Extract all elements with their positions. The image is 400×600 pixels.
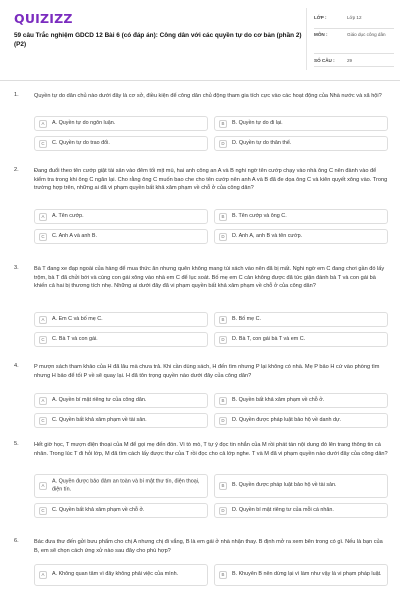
option-b[interactable] xyxy=(214,393,388,408)
quizizz-logo: QUIZIZZ xyxy=(14,11,73,26)
question-text: Đang đuổi theo tên cướp giật tài sản vào đêm tối mịt mù, hai anh công an A và B nghi ngờ tên cướp chạy vào nhà ông C nên đành vào để kiểm tra trong khi ông C ngăn lại. Cho rằng ông C muốn bao che cho tên cướp nên anh A và B đã đe dọa ông C và kiên quyết xông vào. Trong trường hợp trên, những ai đã vi phạm quyền bất khả xâm phạm về chỗ ở của công dân? xyxy=(34,168,388,192)
option-c[interactable] xyxy=(34,229,208,244)
option-letter: B xyxy=(219,571,227,579)
meta-key: MÔN : xyxy=(314,32,328,37)
meta-row-subject xyxy=(314,29,394,54)
option-text: D. Quyền bí mật riêng tư của mỗi cá nhân. xyxy=(232,506,334,513)
option-text: D. Quyền tự do thân thể. xyxy=(232,139,292,146)
option-b[interactable] xyxy=(214,564,388,586)
option-letter: D xyxy=(219,507,227,515)
option-d[interactable] xyxy=(214,136,388,151)
option-text: B. Quyền được pháp luật bảo hộ về tài sản. xyxy=(232,482,337,489)
option-text: C. Bà T và con gái. xyxy=(52,335,98,342)
header-divider xyxy=(306,8,307,70)
option-text: B. Tên cướp và ông C. xyxy=(232,212,287,219)
header-rule xyxy=(0,80,400,81)
meta-row-count xyxy=(314,54,394,67)
option-text: B. Quyền bất khả xâm phạm về chỗ ở. xyxy=(232,396,325,403)
option-b[interactable] xyxy=(214,116,388,131)
question-number: 4. xyxy=(14,363,19,369)
option-text: D. Quyền được pháp luật bảo hộ về danh dự. xyxy=(232,416,342,423)
option-letter: D xyxy=(219,417,227,425)
meta-row-class xyxy=(314,14,394,29)
option-text: D. Bà T, con gái bà T và em C. xyxy=(232,335,306,342)
option-text: A. Không quan tâm vì đây không phải việc của mình. xyxy=(52,571,179,578)
option-letter: D xyxy=(219,336,227,344)
question-text: P mượn sách tham khảo của H đã lâu mà chưa trả. Khi cần dùng sách, H đến tìm nhưng P lại không có nhà. Mẹ P bảo H cứ vào phòng tìm nhưng H bảo để tối P về sẽ quay lại. H đã tôn trọng quyền nào dưới đây của công dân? xyxy=(34,364,380,379)
option-d[interactable] xyxy=(214,503,388,518)
option-text: C. Quyền tự do trao đổi. xyxy=(52,139,110,146)
option-a[interactable] xyxy=(34,116,208,131)
option-text: A. Quyền được bảo đảm an toàn và bí mật thư tín, điện thoại, điện tín. xyxy=(52,478,200,492)
option-letter: C xyxy=(39,336,47,344)
option-text: A. Tên cướp. xyxy=(52,212,84,219)
option-letter: C xyxy=(39,233,47,241)
option-d[interactable] xyxy=(214,413,388,428)
question-number: 1. xyxy=(14,92,19,98)
meta-panel xyxy=(314,14,394,67)
option-a[interactable] xyxy=(34,564,208,586)
question-text: Quyền tự do dân chủ nào dưới đây là cơ sở, điều kiện để công dân chủ động tham gia tích cực vào các hoạt động của Nhà nước và xã hội? xyxy=(34,93,382,99)
option-letter: A xyxy=(39,482,47,490)
option-text: A. Em C và bố mẹ C. xyxy=(52,315,103,322)
meta-value: Lớp 12 xyxy=(347,15,362,20)
option-text: A. Quyền tự do ngôn luận. xyxy=(52,119,116,126)
option-text: B. Khuyên B nên dừng lại vì làm như vậy là vi phạm pháp luật. xyxy=(232,571,382,578)
option-d[interactable] xyxy=(214,332,388,347)
option-letter: C xyxy=(39,140,47,148)
question-text: Bác đưa thư đến gửi bưu phẩm cho chị A nhưng chị đi vắng, B là em gái ở nhà nhận thay. B định mở ra xem bên trong có gì. Nếu là bạn của B, em sẽ chọn cách ứng xử nào sau đây cho phù hợp? xyxy=(34,539,383,554)
question-text: Hết giờ học, T mượn điện thoại của M để gọi mẹ đến đón. Vì tò mò, T tự ý đọc tin nhắn của M rồi phát tán nội dung đó lên trang thông tin cá nhân. Trong lúc T đi hỏi lớp, M đã tìm cách lấy được thư của T rồi đọc cho cả lớp nghe. T và M đã vi phạm quyền nào dưới đây của công dân? xyxy=(34,442,388,457)
option-letter: A xyxy=(39,397,47,405)
option-letter: C xyxy=(39,507,47,515)
option-letter: A xyxy=(39,571,47,579)
option-a[interactable] xyxy=(34,393,208,408)
option-letter: B xyxy=(219,213,227,221)
page-title: 59 câu Trắc nghiệm GDCD 12 Bài 6 (có đáp án): Công dân với các quyền tự do cơ bản (phần 2) (P2) xyxy=(14,32,302,49)
option-a[interactable] xyxy=(34,312,208,327)
option-text: C. Quyền bất khả xâm phạm về tài sản. xyxy=(52,416,147,423)
option-letter: A xyxy=(39,213,47,221)
option-letter: A xyxy=(39,120,47,128)
option-text: B. Bố mẹ C. xyxy=(232,315,262,322)
option-letter: B xyxy=(219,482,227,490)
question-number: 2. xyxy=(14,167,19,173)
meta-key: LỚP : xyxy=(314,15,327,20)
option-text: A. Quyền bí mật riêng tư của công dân. xyxy=(52,396,147,403)
option-c[interactable] xyxy=(34,332,208,347)
option-c[interactable] xyxy=(34,413,208,428)
option-letter: A xyxy=(39,316,47,324)
option-letter: B xyxy=(219,316,227,324)
question-number: 5. xyxy=(14,441,19,447)
option-a[interactable] xyxy=(34,209,208,224)
option-text: C. Quyền bất khả xâm phạm về chỗ ở. xyxy=(52,506,145,513)
option-text: B. Quyền tự do đi lại. xyxy=(232,119,283,126)
worksheet-header xyxy=(0,0,400,78)
option-letter: D xyxy=(219,233,227,241)
option-letter: C xyxy=(39,417,47,425)
option-c[interactable] xyxy=(34,503,208,518)
question-text: Bà T đang xe đạp ngoài của hàng để mua thức ăn nhưng quên không mang túi xách vào nên đã bị mất. Nghi ngờ em C đang chơi gần đó lấy trộm, bà T đã chửi bới và cùng con gái xông vào nhà em C để lục soát. Bố mẹ em C cản không được đã tức giận đánh bà T và con gái bà khiến cả hai bị thương tích nhẹ. Những ai dưới đây đã vi phạm quyền bất khả xâm phạm về chỗ ở của công dân? xyxy=(34,266,385,290)
option-b[interactable] xyxy=(214,474,388,498)
option-letter: B xyxy=(219,120,227,128)
option-letter: B xyxy=(219,397,227,405)
meta-value: 29 xyxy=(347,58,353,63)
meta-key: SỐ CÂU : xyxy=(314,58,335,63)
option-b[interactable] xyxy=(214,209,388,224)
option-b[interactable] xyxy=(214,312,388,327)
question-number: 3. xyxy=(14,265,19,271)
question-number: 6. xyxy=(14,538,19,544)
option-letter: D xyxy=(219,140,227,148)
option-text: D. Anh A, anh B và tên cướp. xyxy=(232,232,303,239)
option-d[interactable] xyxy=(214,229,388,244)
option-c[interactable] xyxy=(34,136,208,151)
option-a[interactable] xyxy=(34,474,208,498)
meta-value: Giáo dục công dân xyxy=(347,32,386,37)
option-text: C. Anh A và anh B. xyxy=(52,232,97,239)
